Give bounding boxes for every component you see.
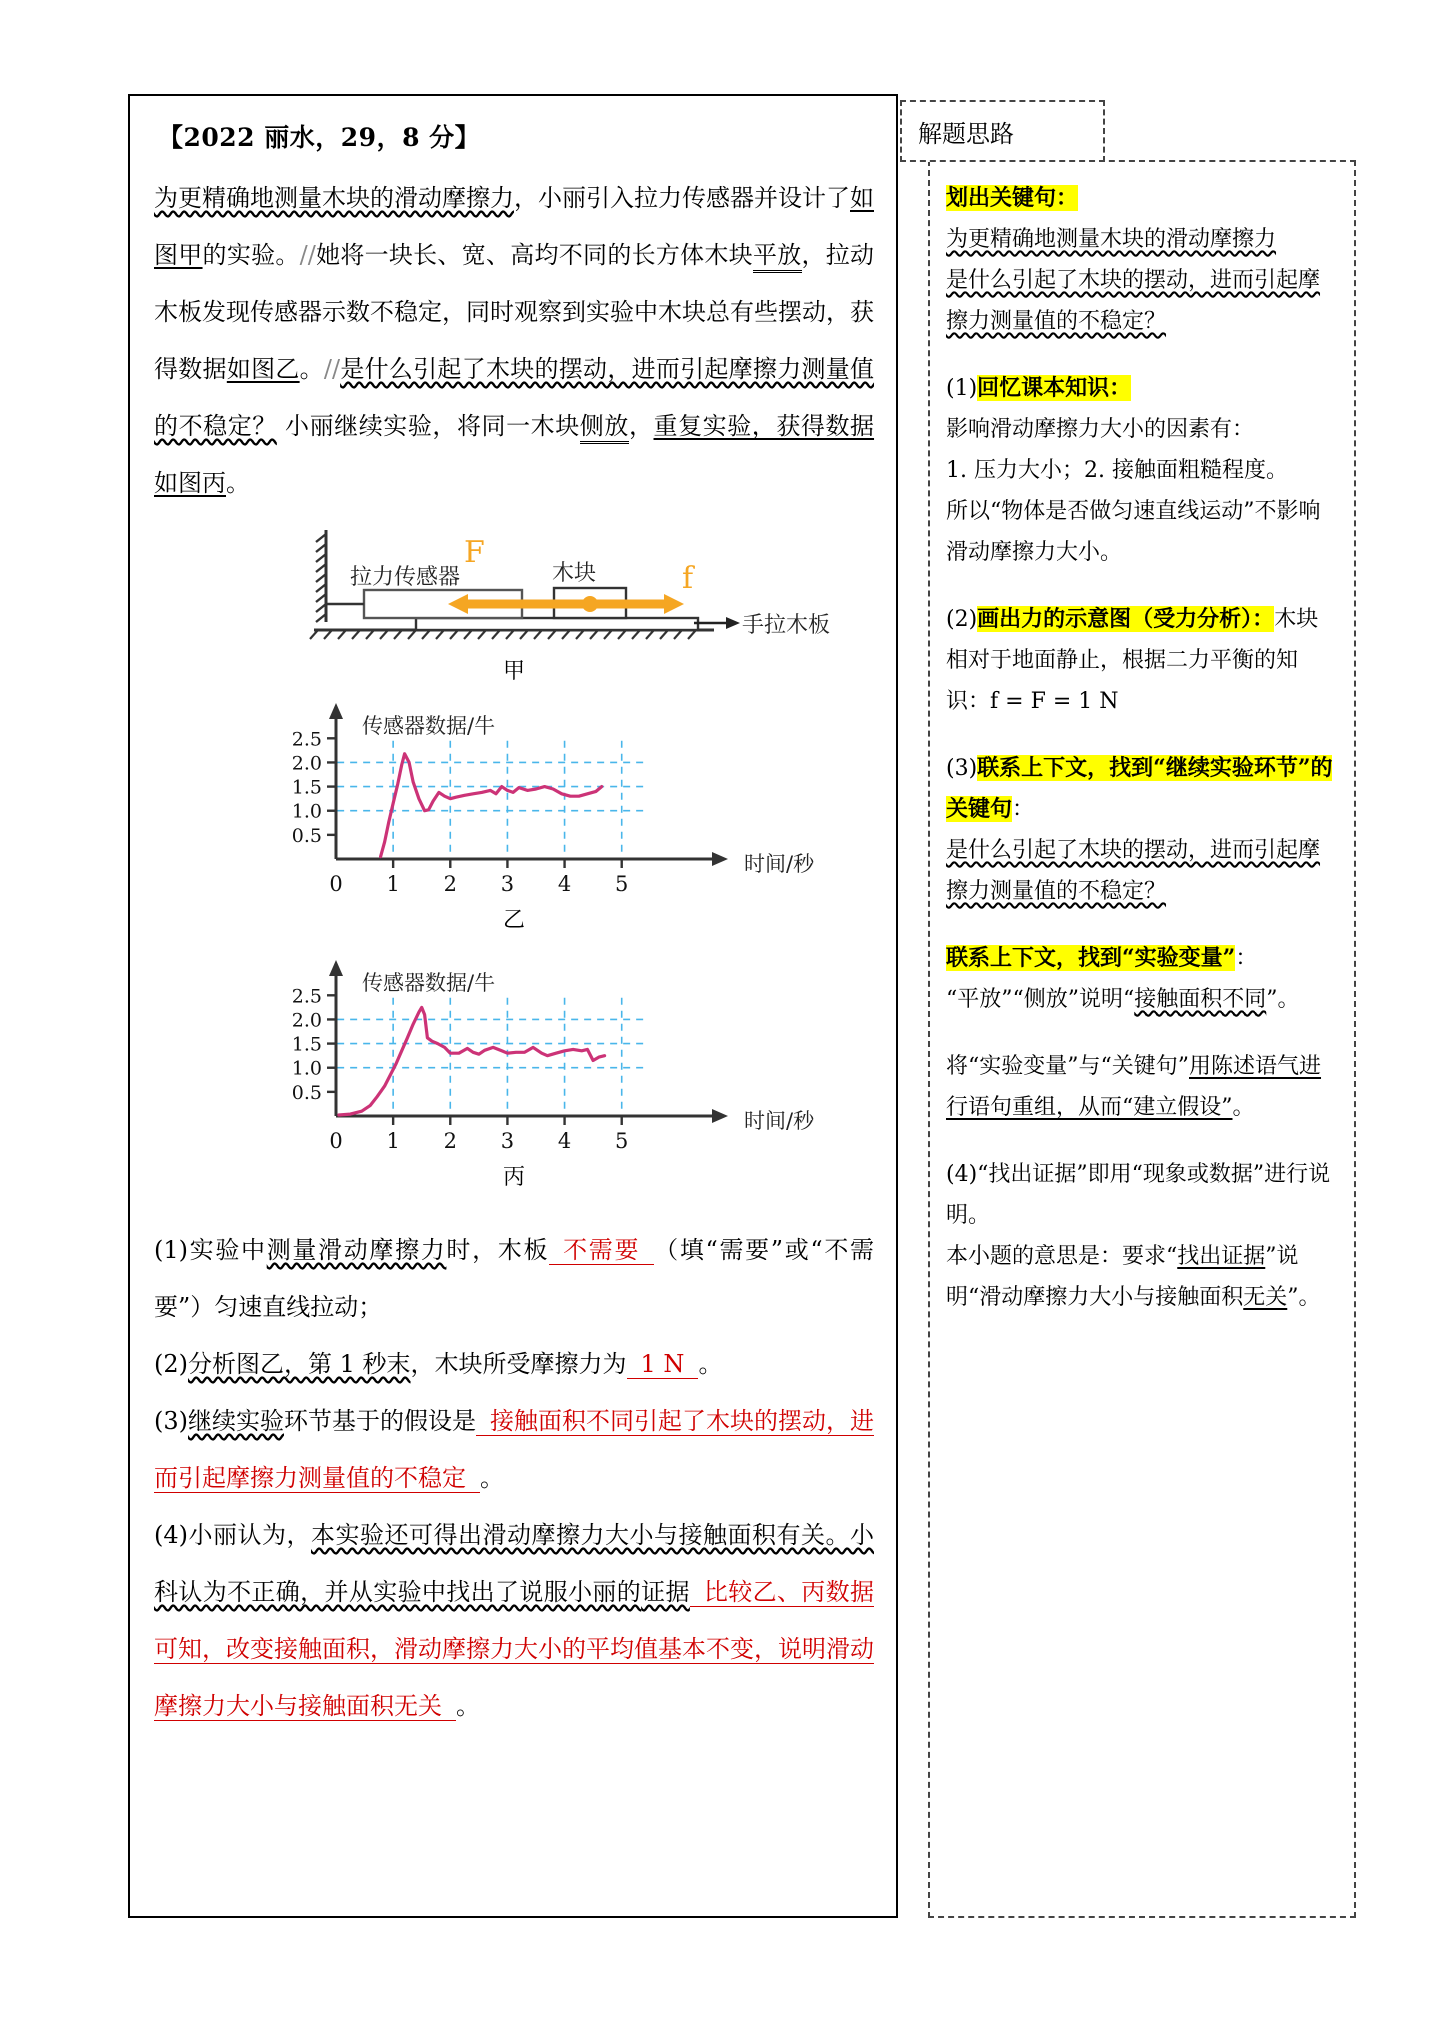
stem-var-flat: 平放 <box>753 241 802 273</box>
thinking-prefix: (1) <box>946 376 978 401</box>
x-tick-label: 3 <box>500 1129 515 1153</box>
thinking-tab <box>900 100 1105 162</box>
y-tick-label: 1.0 <box>291 800 322 823</box>
q3-post: 。 <box>480 1464 504 1492</box>
chart-x-axis-title: 时间/秒 <box>744 1109 815 1133</box>
chart-bing-svg <box>154 946 878 1158</box>
stem-ref-bing: 如图丙 <box>154 469 226 497</box>
thinking-underline-text: 无关 <box>1243 1285 1288 1310</box>
thinking-highlight: 联系上下文，找到“实验变量” <box>946 945 1236 971</box>
q3-key: 继续实验 <box>188 1407 284 1435</box>
q4-key-1: 本实验还可得出滑动摩擦力大小与接触面积有关。小科认为不正确，并从实验中找出了说服小丽的 <box>154 1521 874 1606</box>
y-tick-label: 2.5 <box>291 985 322 1008</box>
q2-answer[interactable]: 1 N <box>627 1350 699 1379</box>
thinking-tail-text: ”。 <box>1266 987 1300 1012</box>
thinking-line-12 <box>946 830 1340 912</box>
x-tick-label: 4 <box>557 872 572 896</box>
x-tick-label: 2 <box>443 872 457 896</box>
thinking-wave-text: 为更精确地测量木块的滑动摩擦力 <box>946 227 1277 252</box>
hand-pull-label: 手拉木板 <box>742 613 831 638</box>
q1-number: (1) <box>154 1236 188 1264</box>
thinking-gap <box>946 342 1340 368</box>
y-tick-label: 2.5 <box>291 728 322 751</box>
stem-ref-yi: 如图乙 <box>226 355 300 383</box>
question-item-2 <box>154 1336 874 1393</box>
thinking-line-4 <box>946 368 1340 409</box>
q1-pre: 实验中 <box>188 1236 267 1264</box>
q1-mid: 时，木板 <box>446 1236 550 1264</box>
thinking-line-0 <box>946 178 1340 219</box>
thinking-underline-text: 找出证据 <box>1177 1244 1266 1269</box>
thinking-plain-text: (4)“找出证据”即用“现象或数据”进行说明。 <box>946 1162 1331 1228</box>
x-tick-label: 0 <box>329 872 343 896</box>
y-tick-label: 2.0 <box>291 1009 322 1032</box>
chart-yi-svg <box>154 689 878 901</box>
q4-key-2: 证据 <box>641 1578 690 1606</box>
thinking-tail-text: ”。 <box>1287 1285 1321 1310</box>
thinking-gap <box>946 1128 1340 1154</box>
thinking-line-5 <box>946 409 1340 450</box>
stem-plain-5: 。 <box>299 355 324 383</box>
stem-plain-1: ，小丽引入拉力传感器并设计了 <box>514 184 850 212</box>
chart-y-axis-title: 传感器数据/牛 <box>362 971 496 995</box>
question-item-1 <box>154 1222 874 1336</box>
thinking-line-15 <box>946 979 1340 1020</box>
x-axis-arrow <box>712 1109 728 1123</box>
q3-answer[interactable]: 接触面积不同引起了木块的摆动，进而引起摩擦力测量值的不稳定 <box>154 1407 874 1492</box>
q2-post: 。 <box>698 1350 723 1378</box>
stem-plain-6: 小丽继续实验，将同一木块 <box>276 412 580 440</box>
stem-sep-2: // <box>323 355 341 383</box>
stem-key-2: 是什么引起了木块的摆动，进而引起摩擦力测量值的不稳定？ <box>154 355 875 440</box>
y-tick-label: 1.0 <box>291 1057 322 1080</box>
thinking-line-17 <box>946 1046 1340 1128</box>
q3-mid: 环节基于的假设是 <box>284 1407 476 1435</box>
y-axis-arrow <box>329 960 343 976</box>
x-tick-label: 3 <box>500 872 515 896</box>
sensor-label: 拉力传感器 <box>350 565 461 590</box>
page-title: 【2022 丽水，29，8 分】 <box>158 123 481 152</box>
thinking-highlight: 划出关键句： <box>946 185 1079 211</box>
thinking-gap <box>946 722 1340 748</box>
stem-key-1: 为更精确地测量木块的滑动摩擦力 <box>154 184 514 212</box>
x-tick-label: 5 <box>615 872 629 896</box>
chart-y-axis-title: 传感器数据/牛 <box>362 714 496 738</box>
q2-number: (2) <box>154 1350 188 1378</box>
thinking-wave-text: 接触面积不同 <box>1134 987 1267 1012</box>
q3-number: (3) <box>154 1407 188 1435</box>
thinking-underline-text: 用陈述语气进行语句重组，从而“建立假设” <box>946 1054 1322 1120</box>
x-tick-label: 1 <box>386 1129 400 1153</box>
question-item-4 <box>154 1507 874 1735</box>
x-axis-arrow <box>712 852 728 866</box>
y-tick-label: 0.5 <box>291 824 322 847</box>
block-label: 木块 <box>552 561 597 586</box>
thinking-gap <box>946 912 1340 938</box>
thinking-prefix: (3) <box>946 756 978 781</box>
x-tick-label: 0 <box>329 1129 343 1153</box>
y-tick-label: 2.0 <box>291 752 322 775</box>
apparatus-caption: 甲 <box>502 659 525 684</box>
figure-block <box>154 522 874 1212</box>
q2-key: 分析图乙，第 1 秒末 <box>188 1350 411 1378</box>
thinking-wave-text: 是什么引起了木块的摆动，进而引起摩擦力测量值的不稳定？ <box>946 268 1321 334</box>
chart-data-line <box>381 754 602 857</box>
thinking-line-14 <box>946 938 1340 979</box>
thinking-plain-text: 1. 压力大小；2. 接触面粗糙程度。 <box>946 458 1288 483</box>
apparatus-figure <box>154 522 874 685</box>
q2-mid: ，木块所受摩擦力为 <box>410 1350 627 1378</box>
thinking-plain-text: “平放”“侧放”说明“ <box>946 987 1135 1012</box>
thinking-plain-text: 影响滑动摩擦力大小的因素有： <box>946 417 1255 442</box>
stem-plain-3: 她将一块长、宽、高均不同的长方体木块 <box>315 241 753 269</box>
thinking-plain-text: 本小题的意思是：要求“ <box>946 1244 1178 1269</box>
thinking-gap <box>946 1020 1340 1046</box>
thinking-highlight: 回忆课本知识： <box>977 375 1132 401</box>
thinking-gap <box>946 573 1340 599</box>
stem-plain-8: 。 <box>226 469 250 497</box>
chart-yi-caption: 乙 <box>502 908 525 933</box>
q1-answer[interactable]: 不需要 <box>549 1236 654 1265</box>
y-tick-label: 1.5 <box>291 1033 322 1056</box>
q4-post: 。 <box>456 1692 480 1720</box>
thinking-plain-text: 所以“物体是否做匀速直线运动”不影响滑动摩擦力大小。 <box>946 499 1321 565</box>
thinking-rest: ： <box>1235 946 1258 971</box>
y-tick-label: 1.5 <box>291 776 322 799</box>
q1-key: 测量滑动摩擦力 <box>266 1236 447 1264</box>
thinking-line-9 <box>946 599 1340 722</box>
stem-plain-4: ，拉动木板发现传感器示数不稳定，同时观察到实验中木块总有些摆动，获得数据 <box>154 241 875 383</box>
y-axis-arrow <box>329 703 343 719</box>
y-tick-label: 0.5 <box>291 1081 322 1104</box>
thinking-line-6 <box>946 450 1340 491</box>
x-tick-label: 4 <box>557 1129 572 1153</box>
chart-data-line <box>339 1007 605 1115</box>
x-tick-label: 1 <box>386 872 400 896</box>
thinking-prefix: (2) <box>946 607 978 632</box>
force-f-label: f <box>682 561 694 596</box>
chart-yi <box>154 689 874 934</box>
q4-answer[interactable]: 比较乙、丙数据可知，改变接触面积，滑动摩擦力大小的平均值基本不变，说明滑动摩擦力大小与接触面积无关 <box>154 1578 875 1720</box>
q1-post: （填“需要”或“不需要”）匀速直线拉动； <box>154 1236 875 1321</box>
q4-number: (4) <box>154 1521 188 1549</box>
question-panel <box>128 94 898 1918</box>
stem-var-side: 侧放 <box>580 412 629 444</box>
chart-bing <box>154 946 874 1191</box>
thinking-line-1 <box>946 219 1340 260</box>
thinking-highlight: 联系上下文，找到“继续实验环节”的关键句 <box>946 755 1333 822</box>
thinking-line-7 <box>946 491 1340 573</box>
chart-x-axis-title: 时间/秒 <box>744 852 815 876</box>
stem-sep-1: // <box>299 241 316 269</box>
thinking-plain-text: 将“实验变量”与“关键句” <box>946 1054 1189 1079</box>
thinking-rest: 木块相对于地面静止，根据二力平衡的知识：f = F = 1 N <box>946 607 1319 714</box>
thinking-line-19 <box>946 1154 1340 1236</box>
thinking-tab-label: 解题思路 <box>918 119 1014 148</box>
thinking-line-20 <box>946 1236 1340 1318</box>
x-tick-label: 2 <box>443 1129 457 1153</box>
question-item-3 <box>154 1393 874 1507</box>
thinking-wave-text: 是什么引起了木块的摆动，进而引起摩擦力测量值的不稳定？ <box>946 838 1321 904</box>
thinking-plain-text: ”说明“滑动摩擦力大小与接触面积 <box>946 1244 1299 1310</box>
stem-plain-2: 的实验。 <box>202 241 300 269</box>
thinking-tail-text: 。 <box>1232 1095 1255 1120</box>
question-stem <box>154 170 874 512</box>
stem-plain-7: ， <box>628 412 654 440</box>
x-tick-label: 5 <box>615 1129 629 1153</box>
thinking-line-2 <box>946 260 1340 342</box>
chart-bing-caption: 丙 <box>502 1165 525 1190</box>
stem-ref-jia: 如图甲 <box>154 184 874 269</box>
thinking-line-11 <box>946 748 1340 830</box>
q4-lead: 小丽认为， <box>188 1521 311 1549</box>
thinking-rest: ： <box>1012 797 1035 822</box>
stem-repeat: 重复实验，获得数据 <box>653 412 875 440</box>
thinking-panel <box>928 160 1356 1918</box>
thinking-highlight: 画出力的示意图（受力分析）： <box>977 606 1275 632</box>
apparatus-svg <box>154 522 878 652</box>
force-F-label: F <box>464 535 485 570</box>
